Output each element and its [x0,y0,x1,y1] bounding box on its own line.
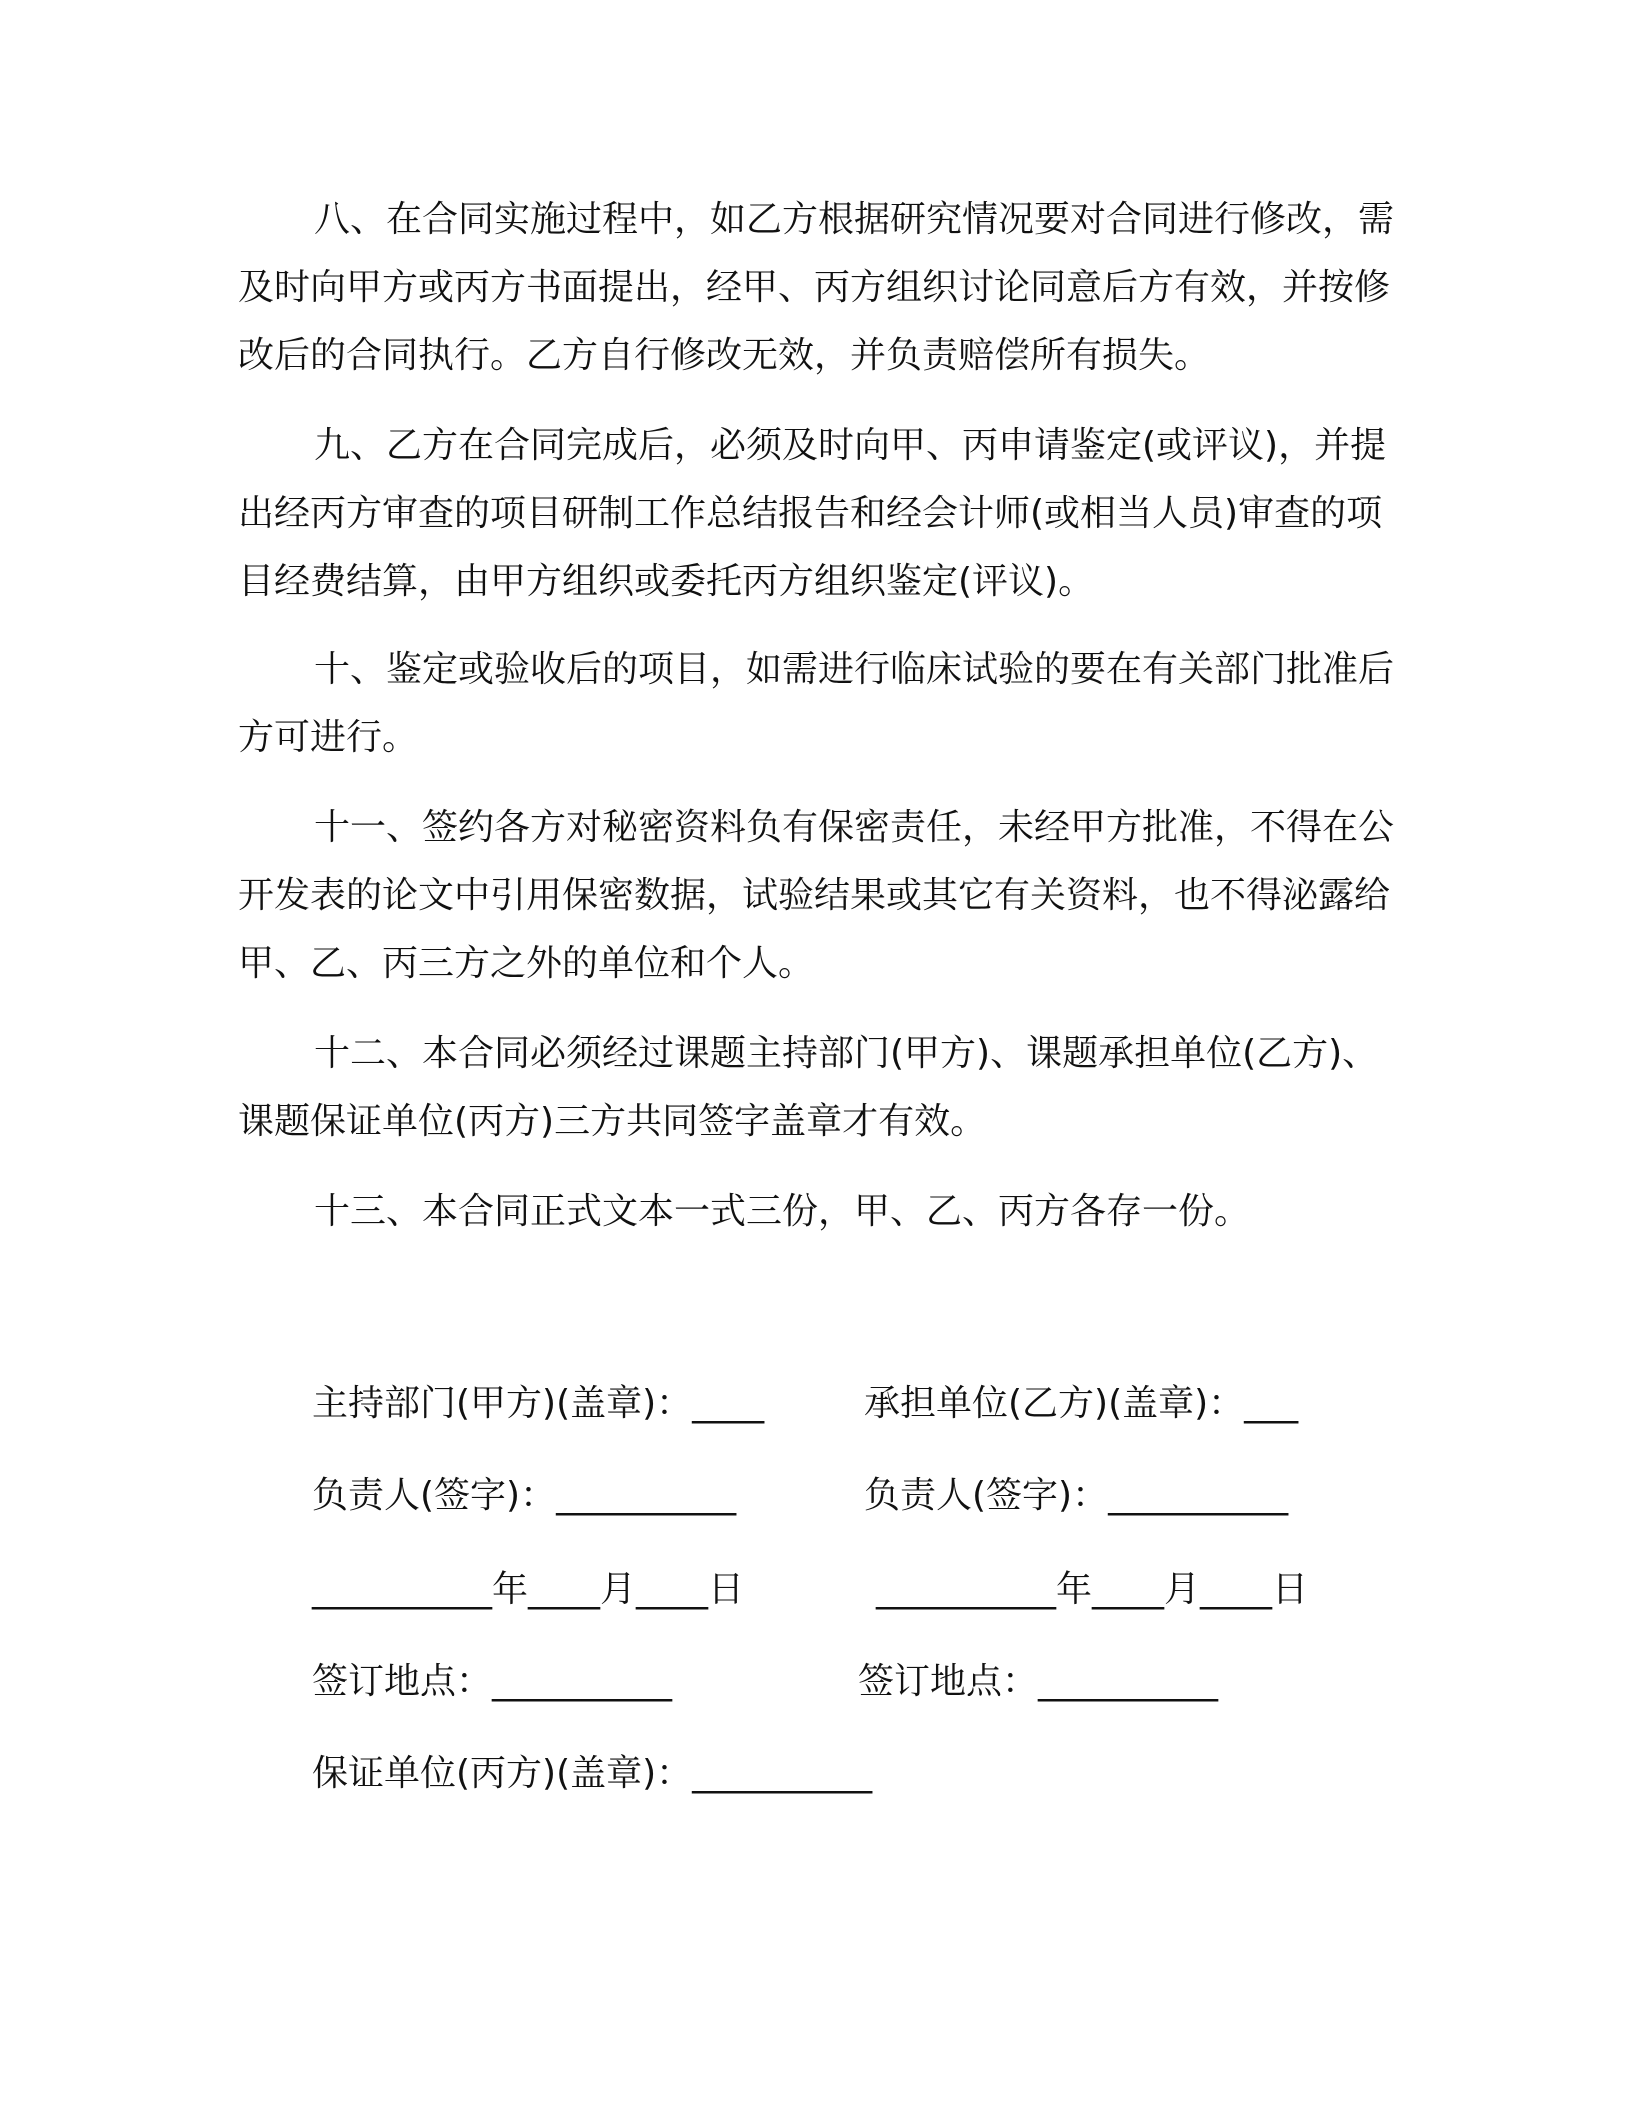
clause-12: 十二、本合同必须经过课题主持部门(甲方)、课题承担单位(乙方)、课题保证单位(丙方)三方共同签字盖章才有效。 [238,1033,1379,1142]
clause-13: 十三、本合同正式文本一式三份，甲、乙、丙方各存一份。 [314,1191,1251,1232]
party-a-date-line: __________年____月____日 [312,1569,744,1610]
clause-11: 十一、签约各方对秘密资料负有保密责任，未经甲方批准，不得在公开发表的论文中引用保密数据，试验结果或其它有关资料，也不得泌露给甲、乙、丙三方之外的单位和个人。 [238,807,1395,984]
party-b-seal-line: 承担单位(乙方)(盖章)：___ [864,1383,1299,1424]
party-b-date-line: __________年____月____日 [876,1569,1308,1610]
party-b-place-line: 签订地点：__________ [858,1661,1219,1702]
party-c-seal-line: 保证单位(丙方)(盖章)：__________ [312,1753,873,1794]
clause-9: 九、乙方在合同完成后，必须及时向甲、丙申请鉴定(或评议)，并提出经丙方审查的项目研制工作总结报告和经会计师(或相当人员)审查的项目经费结算，由甲方组织或委托丙方组织鉴定(评议)。 [238,425,1387,602]
party-a-responsible-line: 负责人(签字)：__________ [312,1475,737,1516]
party-a-place-line: 签订地点：__________ [312,1661,673,1702]
clause-10: 十、鉴定或验收后的项目，如需进行临床试验的要在有关部门批准后方可进行。 [238,649,1395,758]
clause-8: 八、在合同实施过程中，如乙方根据研究情况要对合同进行修改，需及时向甲方或丙方书面提出，经甲、丙方组织讨论同意后方有效，并按修改后的合同执行。乙方自行修改无效，并负责赔偿所有损失。 [238,199,1395,376]
party-a-seal-line: 主持部门(甲方)(盖章)：____ [312,1383,765,1424]
party-b-responsible-line: 负责人(签字)：__________ [864,1475,1289,1516]
